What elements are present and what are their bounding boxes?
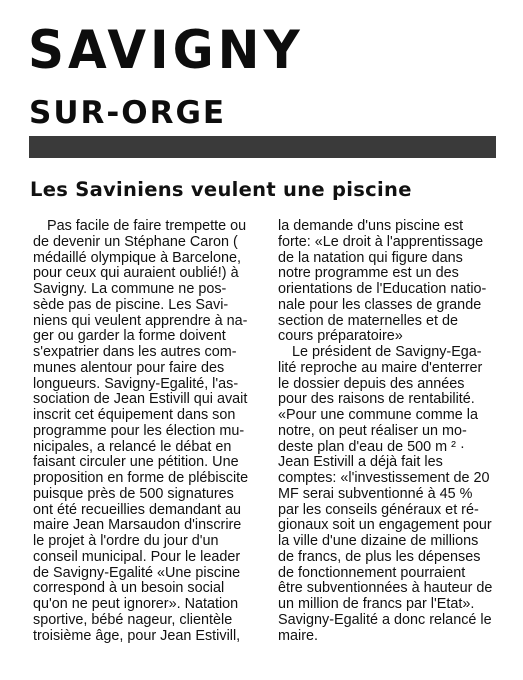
article-line: de la natation qui figure dans (278, 249, 463, 266)
article-line: puisque près de 500 signatures (33, 485, 234, 502)
article-line: ont été recueillies demandant au (33, 501, 242, 518)
article-line: sociation de Jean Estivill qui avait (33, 391, 248, 408)
article-line: de fonctionnement pourraient (278, 564, 466, 581)
article-line: MF serai subventionné à 45 % (278, 485, 473, 502)
article-line: lité reproche au maire d'enterrer (278, 359, 483, 376)
article-line: Savigny-Egalité a donc relancé le (278, 611, 492, 628)
article-line: qu'on ne peut ignorer». Natation (33, 596, 239, 612)
article-line: programme pour les élection mu- (33, 422, 245, 439)
article-line: «Pour une commune comme la (278, 407, 478, 423)
article-line: un million de francs par l'Etat». (278, 596, 475, 612)
article-line: par les conseils généraux et ré- (278, 501, 479, 518)
article-line: maire Jean Marsaudon d'inscrire (33, 517, 242, 534)
article-line: le dossier depuis des années (278, 375, 465, 392)
article-line: longueurs. Savigny-Egalité, l'as- (33, 375, 239, 392)
article-line: le projet à l'ordre du jour d'un (33, 533, 219, 549)
article-line: deste plan d'eau de 500 m ² · (278, 438, 465, 455)
article-line: comptes: «l'investissement de 20 (278, 470, 490, 486)
article-line: pour des raisons de rentabilité. (278, 391, 475, 408)
article-line: section de maternelles et de (278, 312, 458, 329)
article-line: sède pas de piscine. Les Savi- (33, 296, 229, 313)
article-line: pour ceux qui auraient oublié!) à (33, 265, 239, 282)
article-line: être subventionnées à hauteur de (278, 580, 493, 597)
article-line: gionaux soit un engagement pour (278, 517, 492, 534)
article-line: Pas facile de faire trempette ou (47, 218, 247, 234)
article-line: de francs, de plus les dépenses (278, 548, 481, 565)
article-column-right (278, 219, 506, 644)
article-line: maire. (278, 627, 318, 644)
article-line: ger ou garder la forme doivent (33, 328, 226, 345)
article-line: Savigny. La commune ne pos- (33, 281, 227, 297)
article-line: troisième âge, pour Jean Estivill, (33, 627, 241, 644)
masthead-title: SAVIGNY (28, 19, 304, 81)
article-line: notre, on peut réaliser un mo- (278, 422, 467, 439)
article-line: sportive, bébé nageur, clientèle (33, 611, 233, 628)
article-line: munes alentour pour faire des (33, 359, 225, 376)
article-line: de Savigny-Egalité «Une piscine (33, 564, 241, 581)
article-line: niens qui veulent apprendre à na- (33, 312, 248, 329)
article-line: proposition en forme de plébiscite (33, 470, 249, 486)
article-line: la demande d'uns piscine est (278, 218, 464, 234)
article-line: Le président de Savigny-Ega- (292, 344, 482, 360)
masthead-subtitle: SUR-ORGE (29, 95, 227, 131)
article-line: la ville d'une dizaine de millions (278, 533, 479, 549)
article-line: nale pour les classes de grande (278, 296, 482, 313)
article-line: Jean Estivill a déjà fait les (278, 454, 443, 471)
article-line: forte: «Le droit à l'apprentissage (278, 233, 484, 250)
article-line: conseil municipal. Pour le leader (33, 548, 241, 565)
article-line: médaillé olympique à Barcelone, (33, 249, 241, 266)
article-headline: Les Saviniens veulent une piscine (30, 178, 412, 201)
article-line: inscrit cet équipement dans son (33, 407, 236, 423)
article-line: faisant circuler une pétition. Une (33, 454, 239, 471)
article-line: cours préparatoire» (278, 328, 403, 345)
article-line: orientations de l'Education natio- (278, 281, 487, 297)
article-line: de devenir un Stéphane Caron ( (33, 233, 238, 250)
article-line: correspond à un besoin social (33, 580, 225, 597)
article-line: s'expatrier dans les autres com- (33, 344, 237, 360)
article-column-left (33, 219, 261, 644)
article-line: nicipales, a relancé le débat en (33, 438, 232, 455)
masthead-rule-bar (29, 136, 496, 158)
article-line: notre programme est un des (278, 265, 459, 282)
